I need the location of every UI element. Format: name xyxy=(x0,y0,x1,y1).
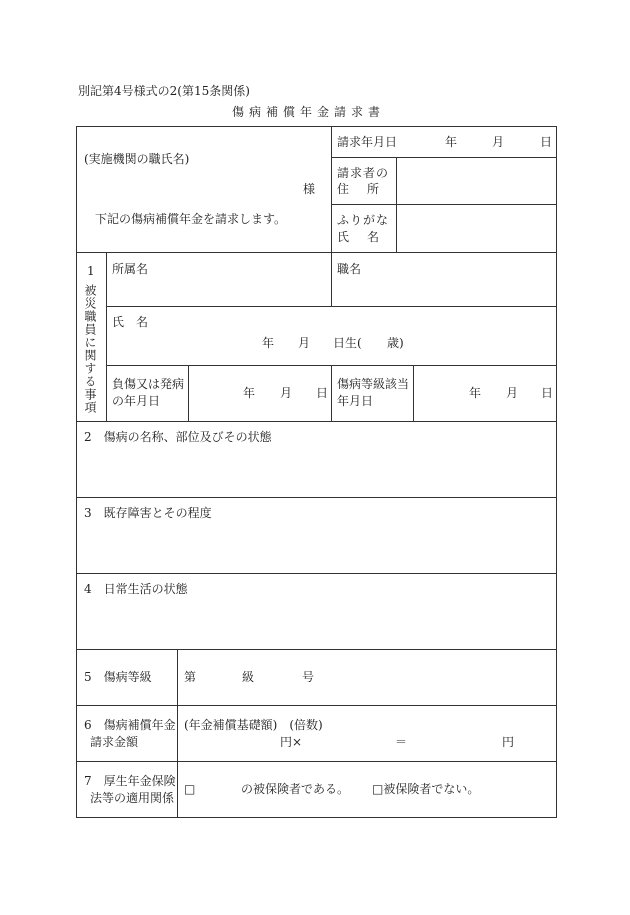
grade-date-label-1: 傷病等級該当 xyxy=(337,377,410,391)
injury-date-label-2: の年月日 xyxy=(112,394,161,408)
section6-label-2: 請求金額 xyxy=(90,735,139,749)
agency-official-label: (実施機関の職氏名) xyxy=(84,152,190,166)
injury-date-label-1: 負傷又は発病 xyxy=(112,377,185,391)
table-border-right xyxy=(556,126,557,818)
divider xyxy=(188,365,189,421)
table-border-bottom xyxy=(76,817,557,818)
furigana-label: ふりがな xyxy=(337,213,390,227)
request-statement: 下記の傷病補償年金を請求します。 xyxy=(95,212,287,226)
table-border-left xyxy=(76,126,77,818)
divider xyxy=(76,252,557,253)
section7-label-1: 7 厚生年金保険 xyxy=(84,774,176,788)
divider xyxy=(331,157,557,158)
employee-name-label: 氏 名 xyxy=(112,315,149,329)
insured-checkbox[interactable]: □ xyxy=(184,782,196,796)
yen-suffix: 円 xyxy=(502,735,515,749)
form-reference: 別記第4号様式の2(第15条関係) xyxy=(78,84,250,98)
section5-label: 5 傷病等級 xyxy=(84,670,152,684)
claimant-name-label: 氏 名 xyxy=(337,230,383,244)
birth-month: 月 xyxy=(298,336,311,350)
divider xyxy=(177,649,178,818)
claimant-address-label-1: 請求者の xyxy=(337,166,390,180)
insured-option-text: の被保険者である。 xyxy=(241,782,350,796)
divider xyxy=(76,573,557,574)
divider xyxy=(413,365,414,421)
divider xyxy=(76,421,557,422)
section1-heading: 被災職員に関する事項 xyxy=(83,284,97,414)
affiliation-label: 所属名 xyxy=(112,262,149,276)
grade-day: 日 xyxy=(541,386,554,400)
divider xyxy=(331,204,557,205)
request-date-day: 日 xyxy=(540,135,553,149)
grade-month: 月 xyxy=(506,386,519,400)
section1-number: 1 xyxy=(87,264,95,278)
divider xyxy=(76,705,557,706)
injury-year: 年 xyxy=(243,386,256,400)
grade-kyu: 級 xyxy=(242,670,255,684)
injury-day: 日 xyxy=(316,386,329,400)
equals-sign: ＝ xyxy=(395,735,408,749)
section3-label: 3 既存障害とその程度 xyxy=(84,506,212,520)
divider xyxy=(331,365,332,421)
grade-date-label-2: 年月日 xyxy=(337,394,374,408)
pension-basis-label: (年金補償基礎額) (倍数) xyxy=(184,718,323,732)
form-title: 傷病補償年金請求書 xyxy=(232,105,386,119)
divider xyxy=(76,649,557,650)
section7-label-2: 法等の適用関係 xyxy=(90,791,175,805)
divider xyxy=(76,761,557,762)
divider xyxy=(76,497,557,498)
not-insured-option[interactable]: □被保険者でない。 xyxy=(372,782,480,796)
divider xyxy=(106,252,107,421)
birth-day: 日生( xyxy=(333,336,362,350)
age-suffix: 歳) xyxy=(387,336,404,350)
honorific-sama: 様 xyxy=(303,182,316,196)
section4-label: 4 日常生活の状態 xyxy=(84,582,188,596)
grade-dai: 第 xyxy=(184,670,197,684)
section6-label-1: 6 傷病補償年金 xyxy=(84,718,176,732)
grade-year: 年 xyxy=(469,386,482,400)
claimant-address-label-2: 住 所 xyxy=(337,182,383,196)
job-title-label: 職名 xyxy=(337,262,362,276)
table-border-top xyxy=(76,126,557,127)
divider xyxy=(331,252,332,306)
request-date-month: 月 xyxy=(492,135,505,149)
request-date-label: 請求年月日 xyxy=(337,135,398,149)
divider xyxy=(106,306,557,307)
birth-year: 年 xyxy=(262,336,275,350)
yen-times: 円× xyxy=(280,735,303,749)
injury-month: 月 xyxy=(280,386,293,400)
grade-go: 号 xyxy=(302,670,315,684)
section2-label: 2 傷病の名称、部位及びその状態 xyxy=(84,430,272,444)
divider xyxy=(331,126,332,252)
request-date-year: 年 xyxy=(445,135,458,149)
